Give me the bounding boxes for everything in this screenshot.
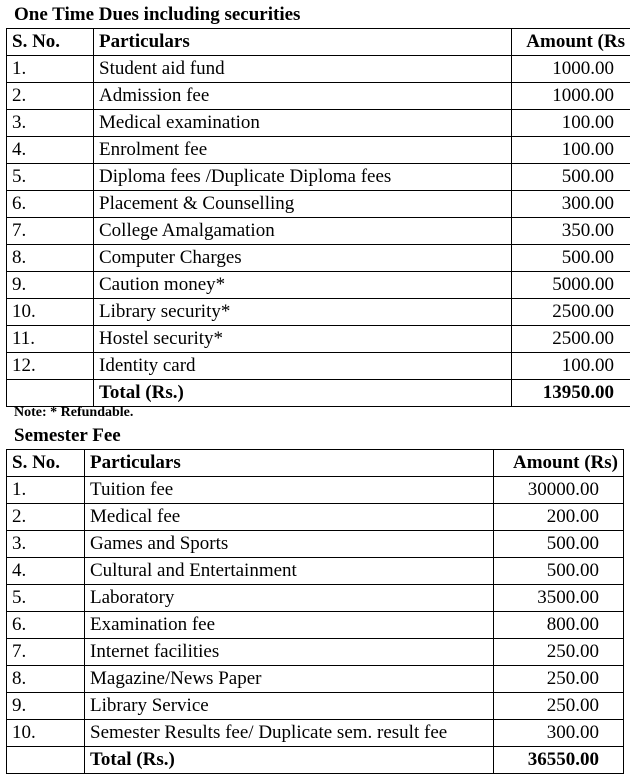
amount-cell: 5000.00 [512, 272, 630, 299]
amount-cell: 100.00 [512, 110, 630, 137]
sno-cell: 8. [7, 245, 94, 272]
particulars-cell: Examination fee [85, 612, 494, 639]
amount-cell: 100.00 [512, 137, 630, 164]
sno-cell: 3. [7, 531, 85, 558]
sno-header: S. No. [7, 450, 85, 477]
table-header-row [7, 29, 630, 56]
semester-fee-table [6, 449, 624, 774]
particulars-header: Particulars [85, 450, 494, 477]
sno-cell: 9. [7, 693, 85, 720]
particulars-cell: Internet facilities [85, 639, 494, 666]
amount-cell: 500.00 [494, 531, 624, 558]
amount-cell: 3500.00 [494, 585, 624, 612]
table-row [7, 558, 624, 585]
sno-cell: 2. [7, 83, 94, 110]
particulars-header: Particulars [94, 29, 512, 56]
sno-cell: 7. [7, 639, 85, 666]
table-row [7, 56, 630, 83]
particulars-cell: Semester Results fee/ Duplicate sem. result fee [85, 720, 494, 747]
amount-cell: 250.00 [494, 693, 624, 720]
particulars-cell: Computer Charges [94, 245, 512, 272]
particulars-cell: College Amalgamation [94, 218, 512, 245]
table-row [7, 720, 624, 747]
particulars-cell: Tuition fee [85, 477, 494, 504]
sno-cell: 4. [7, 558, 85, 585]
one-time-dues-table [6, 28, 630, 407]
amount-cell: 500.00 [494, 558, 624, 585]
table-header-row [7, 450, 624, 477]
sno-cell: 5. [7, 585, 85, 612]
table-row [7, 137, 630, 164]
particulars-cell: Medical examination [94, 110, 512, 137]
sno-cell: 1. [7, 56, 94, 83]
amount-cell: 800.00 [494, 612, 624, 639]
amount-cell: 1000.00 [512, 83, 630, 110]
sno-cell: 6. [7, 612, 85, 639]
table-row [7, 693, 624, 720]
total-amount: 13950.00 [512, 380, 630, 407]
particulars-cell: Hostel security* [94, 326, 512, 353]
sno-header: S. No. [7, 29, 94, 56]
particulars-cell: Identity card [94, 353, 512, 380]
table-row [7, 504, 624, 531]
amount-cell: 2500.00 [512, 326, 630, 353]
amount-header: Amount (Rs) [494, 450, 624, 477]
particulars-cell: Games and Sports [85, 531, 494, 558]
particulars-cell: Admission fee [94, 83, 512, 110]
sno-cell: 3. [7, 110, 94, 137]
amount-cell: 250.00 [494, 666, 624, 693]
amount-cell: 200.00 [494, 504, 624, 531]
amount-cell: 500.00 [512, 164, 630, 191]
table-row [7, 191, 630, 218]
table-row [7, 83, 630, 110]
sno-cell: 7. [7, 218, 94, 245]
table-row [7, 326, 630, 353]
table-row [7, 272, 630, 299]
total-label: Total (Rs.) [94, 380, 512, 407]
total-amount: 36550.00 [494, 747, 624, 774]
amount-cell: 500.00 [512, 245, 630, 272]
particulars-cell: Caution money* [94, 272, 512, 299]
amount-cell: 250.00 [494, 639, 624, 666]
particulars-cell: Enrolment fee [94, 137, 512, 164]
semester-fee-heading: Semester Fee [14, 425, 121, 447]
particulars-cell: Library Service [85, 693, 494, 720]
amount-header: Amount (Rs [512, 29, 630, 56]
table-row [7, 299, 630, 326]
particulars-cell: Library security* [94, 299, 512, 326]
amount-cell: 2500.00 [512, 299, 630, 326]
amount-cell: 350.00 [512, 218, 630, 245]
amount-cell: 300.00 [512, 191, 630, 218]
table-row [7, 612, 624, 639]
sno-cell: 10. [7, 720, 85, 747]
particulars-cell: Diploma fees /Duplicate Diploma fees [94, 164, 512, 191]
amount-cell: 1000.00 [512, 56, 630, 83]
sno-cell: 1. [7, 477, 85, 504]
total-row [7, 380, 630, 407]
particulars-cell: Medical fee [85, 504, 494, 531]
total-label: Total (Rs.) [85, 747, 494, 774]
sno-cell: 4. [7, 137, 94, 164]
table-row [7, 164, 630, 191]
one-time-dues-heading: One Time Dues including securities [14, 4, 300, 26]
table-row [7, 531, 624, 558]
sno-cell: 9. [7, 272, 94, 299]
table-row [7, 666, 624, 693]
total-row [7, 747, 624, 774]
sno-cell: 6. [7, 191, 94, 218]
total-sno-cell [7, 380, 94, 407]
table-row [7, 585, 624, 612]
particulars-cell: Student aid fund [94, 56, 512, 83]
refundable-note: Note: * Refundable. [14, 405, 133, 421]
sno-cell: 12. [7, 353, 94, 380]
amount-cell: 300.00 [494, 720, 624, 747]
particulars-cell: Placement & Counselling [94, 191, 512, 218]
sno-cell: 2. [7, 504, 85, 531]
sno-cell: 5. [7, 164, 94, 191]
amount-cell: 100.00 [512, 353, 630, 380]
total-sno-cell [7, 747, 85, 774]
sno-cell: 10. [7, 299, 94, 326]
sno-cell: 8. [7, 666, 85, 693]
table-row [7, 639, 624, 666]
amount-cell: 30000.00 [494, 477, 624, 504]
table-row [7, 245, 630, 272]
table-row [7, 353, 630, 380]
particulars-cell: Laboratory [85, 585, 494, 612]
table-row [7, 218, 630, 245]
sno-cell: 11. [7, 326, 94, 353]
table-row [7, 477, 624, 504]
particulars-cell: Magazine/News Paper [85, 666, 494, 693]
table-row [7, 110, 630, 137]
particulars-cell: Cultural and Entertainment [85, 558, 494, 585]
